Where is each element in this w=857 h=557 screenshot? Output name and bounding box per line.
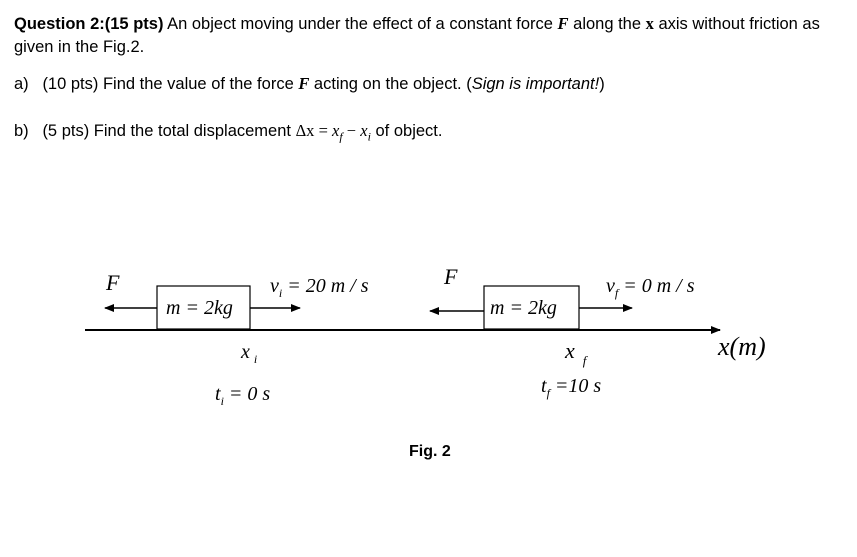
part-b-text-1: (5 pts) Find the total displacement <box>42 122 296 140</box>
left-force-label: F <box>106 270 120 295</box>
axis-symbol: x <box>645 14 654 33</box>
right-force-label: F <box>444 264 458 289</box>
question-text-2: along the <box>568 15 646 33</box>
left-block-mass: m = 2kg <box>166 297 233 319</box>
x-axis-label: x(m) <box>718 332 766 361</box>
formula-eq: = <box>314 121 332 140</box>
part-b-text-2: of object. <box>370 122 443 140</box>
question-text-1: An object moving under the effect of a constant force <box>163 15 558 33</box>
left-time-label: $t_i = 0$ s <box>215 383 271 408</box>
question-heading: Question 2:(15 pts) <box>14 15 164 33</box>
right-time-label: $t_f =10$ s <box>541 375 602 400</box>
part-a-text-3: ) <box>599 75 605 93</box>
force-symbol: F <box>557 14 569 33</box>
formula-xi: x <box>360 121 368 140</box>
part-a-force-symbol: F <box>298 74 310 93</box>
left-velocity-label: $v_i = 20$ m / s <box>270 275 369 300</box>
part-a-text-1: (10 pts) Find the value of the force <box>42 75 299 93</box>
right-block-mass: m = 2kg <box>490 297 557 319</box>
formula-xf-sub: f <box>339 129 343 144</box>
right-position-label: x $_f$ <box>565 338 587 368</box>
formula-xf: x <box>332 121 340 140</box>
part-b-label: b) <box>14 122 29 140</box>
part-a-text-2: acting on the object. ( <box>309 75 472 93</box>
part-a-note: Sign is important! <box>471 75 600 93</box>
formula-xi-sub: i <box>367 129 371 144</box>
part-a-label: a) <box>14 75 29 93</box>
figure-caption: Fig. 2 <box>409 443 451 460</box>
formula-minus: − <box>342 121 361 140</box>
formula-dx: Δx <box>295 121 315 140</box>
right-velocity-label: $v_f = 0$ m / s <box>606 275 695 300</box>
left-position-label: x $_i$ <box>241 341 258 366</box>
question-text-3: axis without friction as given in the Fig.2. <box>14 15 820 56</box>
